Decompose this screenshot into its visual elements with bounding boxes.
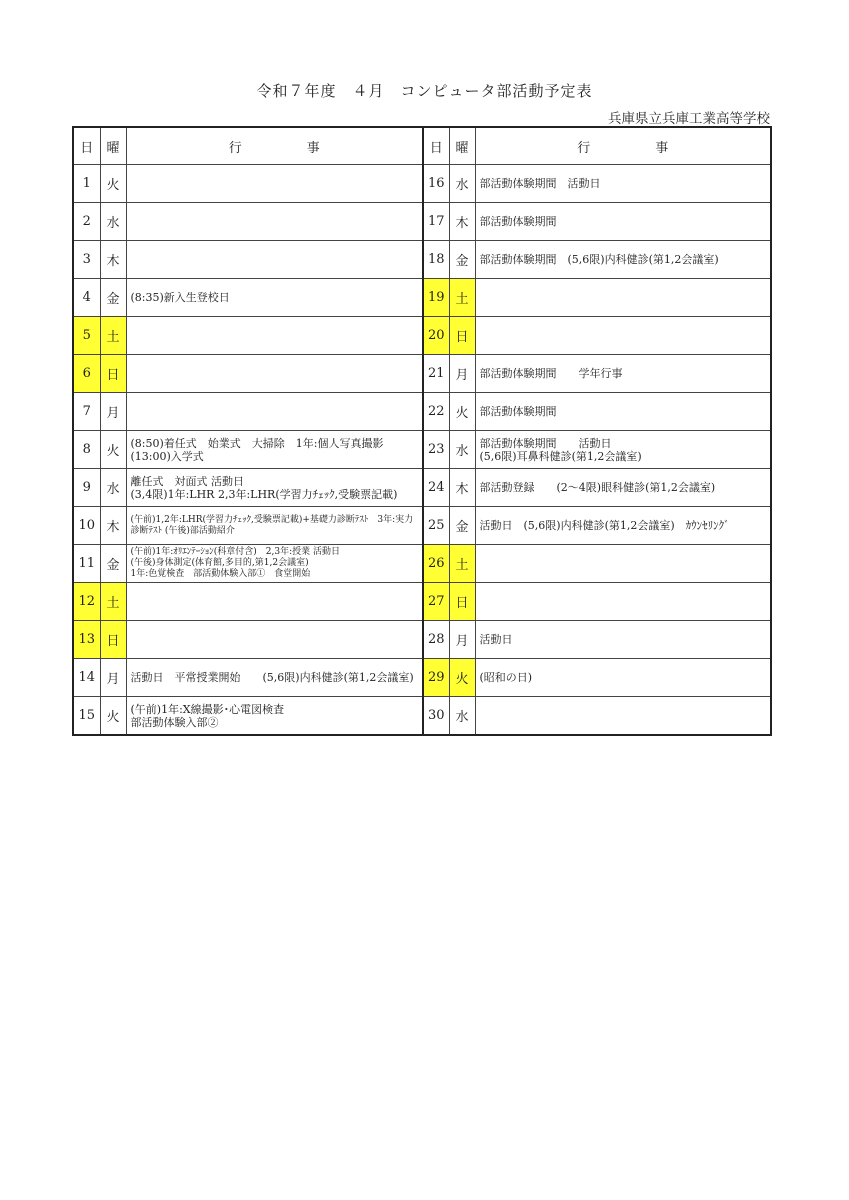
event-cell: (午前)1年:ｵﾘｴﾝﾃｰｼｮﾝ(科章付含) 2,3年:授業 活動日 (午後)身体測定(体育館,多目的,第1,2会議室) 1年:色覚検査 部活動体験入部① 食堂開始 bbox=[126, 545, 423, 583]
schedule-row bbox=[73, 697, 771, 736]
schedule-row bbox=[73, 393, 771, 431]
event-cell: (午前)1年:X線撮影･心電図検査 部活動体験入部② bbox=[126, 697, 423, 736]
day-cell: 28 bbox=[423, 621, 449, 659]
day-cell: 23 bbox=[423, 431, 449, 469]
weekday-cell: 水 bbox=[100, 469, 126, 507]
event-cell bbox=[475, 279, 771, 317]
event-cell bbox=[126, 621, 423, 659]
school-name: 兵庫県立兵庫工業高等学校 bbox=[608, 111, 770, 127]
day-cell: 29 bbox=[423, 659, 449, 697]
event-cell bbox=[126, 165, 423, 203]
event-cell: 部活動体験期間 bbox=[475, 393, 771, 431]
weekday-cell: 木 bbox=[100, 507, 126, 545]
day-cell: 24 bbox=[423, 469, 449, 507]
event-cell bbox=[126, 583, 423, 621]
weekday-cell: 金 bbox=[449, 241, 475, 279]
header-day: 日 bbox=[423, 127, 449, 165]
schedule-table bbox=[72, 126, 772, 736]
day-cell: 9 bbox=[73, 469, 100, 507]
weekday-cell: 日 bbox=[100, 355, 126, 393]
schedule-row bbox=[73, 583, 771, 621]
day-cell: 15 bbox=[73, 697, 100, 736]
day-cell: 18 bbox=[423, 241, 449, 279]
weekday-cell: 木 bbox=[449, 203, 475, 241]
day-cell: 25 bbox=[423, 507, 449, 545]
schedule-row bbox=[73, 241, 771, 279]
weekday-cell: 月 bbox=[100, 659, 126, 697]
event-cell bbox=[126, 317, 423, 355]
weekday-cell: 土 bbox=[449, 545, 475, 583]
event-cell: 部活動体験期間 活動日 (5,6限)耳鼻科健診(第1,2会議室) bbox=[475, 431, 771, 469]
day-cell: 21 bbox=[423, 355, 449, 393]
header-event: 行 事 bbox=[126, 127, 423, 165]
weekday-cell: 金 bbox=[449, 507, 475, 545]
schedule-row bbox=[73, 165, 771, 203]
day-cell: 3 bbox=[73, 241, 100, 279]
day-cell: 10 bbox=[73, 507, 100, 545]
schedule-row bbox=[73, 621, 771, 659]
weekday-cell: 日 bbox=[449, 583, 475, 621]
day-cell: 1 bbox=[73, 165, 100, 203]
event-cell bbox=[126, 241, 423, 279]
day-cell: 22 bbox=[423, 393, 449, 431]
day-cell: 4 bbox=[73, 279, 100, 317]
day-cell: 26 bbox=[423, 545, 449, 583]
day-cell: 13 bbox=[73, 621, 100, 659]
day-cell: 27 bbox=[423, 583, 449, 621]
event-cell: (昭和の日) bbox=[475, 659, 771, 697]
day-cell: 12 bbox=[73, 583, 100, 621]
day-cell: 6 bbox=[73, 355, 100, 393]
schedule-row bbox=[73, 279, 771, 317]
header-weekday: 曜 bbox=[100, 127, 126, 165]
weekday-cell: 火 bbox=[100, 165, 126, 203]
weekday-cell: 月 bbox=[449, 621, 475, 659]
day-cell: 7 bbox=[73, 393, 100, 431]
day-cell: 2 bbox=[73, 203, 100, 241]
event-cell: 活動日 (5,6限)内科健診(第1,2会議室) ｶｳﾝｾﾘﾝｸﾞ bbox=[475, 507, 771, 545]
event-cell: 活動日 平常授業開始 (5,6限)内科健診(第1,2会議室) bbox=[126, 659, 423, 697]
weekday-cell: 金 bbox=[100, 279, 126, 317]
event-cell bbox=[475, 545, 771, 583]
schedule-row bbox=[73, 545, 771, 583]
event-cell: 部活動体験期間 学年行事 bbox=[475, 355, 771, 393]
header-event: 行 事 bbox=[475, 127, 771, 165]
weekday-cell: 金 bbox=[100, 545, 126, 583]
event-cell bbox=[475, 583, 771, 621]
weekday-cell: 火 bbox=[449, 659, 475, 697]
weekday-cell: 月 bbox=[100, 393, 126, 431]
weekday-cell: 水 bbox=[449, 697, 475, 736]
weekday-cell: 火 bbox=[449, 393, 475, 431]
schedule-row bbox=[73, 317, 771, 355]
schedule-row bbox=[73, 203, 771, 241]
schedule-row bbox=[73, 659, 771, 697]
event-cell: 活動日 bbox=[475, 621, 771, 659]
event-cell bbox=[475, 697, 771, 736]
day-cell: 11 bbox=[73, 545, 100, 583]
day-cell: 14 bbox=[73, 659, 100, 697]
schedule-row bbox=[73, 431, 771, 469]
event-cell: 部活動登録 (2～4限)眼科健診(第1,2会議室) bbox=[475, 469, 771, 507]
event-cell bbox=[126, 203, 423, 241]
day-cell: 30 bbox=[423, 697, 449, 736]
event-cell: 部活動体験期間 bbox=[475, 203, 771, 241]
day-cell: 16 bbox=[423, 165, 449, 203]
header-weekday: 曜 bbox=[449, 127, 475, 165]
weekday-cell: 水 bbox=[449, 431, 475, 469]
weekday-cell: 日 bbox=[449, 317, 475, 355]
event-cell: (8:50)着任式 始業式 大掃除 1年:個人写真撮影 (13:00)入学式 bbox=[126, 431, 423, 469]
header-day: 日 bbox=[73, 127, 100, 165]
weekday-cell: 火 bbox=[100, 431, 126, 469]
event-cell: 部活動体験期間 (5,6限)内科健診(第1,2会議室) bbox=[475, 241, 771, 279]
event-cell: 離任式 対面式 活動日 (3,4限)1年:LHR 2,3年:LHR(学習力ﾁｪｯｸ,受験票記載) bbox=[126, 469, 423, 507]
schedule-row bbox=[73, 469, 771, 507]
header-row bbox=[73, 127, 771, 165]
event-cell: (午前)1,2年:LHR(学習力ﾁｪｯｸ,受験票記載)+基礎力診断ﾃｽﾄ 3年:実力診断ﾃｽﾄ (午後)部活動紹介 bbox=[126, 507, 423, 545]
weekday-cell: 土 bbox=[100, 317, 126, 355]
weekday-cell: 日 bbox=[100, 621, 126, 659]
day-cell: 20 bbox=[423, 317, 449, 355]
event-cell bbox=[126, 393, 423, 431]
weekday-cell: 木 bbox=[449, 469, 475, 507]
page-title: 令和７年度 ４月 コンピュータ部活動予定表 bbox=[256, 82, 593, 100]
day-cell: 8 bbox=[73, 431, 100, 469]
event-cell bbox=[126, 355, 423, 393]
event-cell: 部活動体験期間 活動日 bbox=[475, 165, 771, 203]
weekday-cell: 土 bbox=[100, 583, 126, 621]
weekday-cell: 木 bbox=[100, 241, 126, 279]
weekday-cell: 水 bbox=[100, 203, 126, 241]
weekday-cell: 水 bbox=[449, 165, 475, 203]
schedule-body bbox=[73, 127, 771, 735]
day-cell: 5 bbox=[73, 317, 100, 355]
weekday-cell: 土 bbox=[449, 279, 475, 317]
event-cell: (8:35)新入生登校日 bbox=[126, 279, 423, 317]
weekday-cell: 月 bbox=[449, 355, 475, 393]
schedule-row bbox=[73, 355, 771, 393]
event-cell bbox=[475, 317, 771, 355]
schedule-row bbox=[73, 507, 771, 545]
day-cell: 17 bbox=[423, 203, 449, 241]
weekday-cell: 火 bbox=[100, 697, 126, 736]
day-cell: 19 bbox=[423, 279, 449, 317]
